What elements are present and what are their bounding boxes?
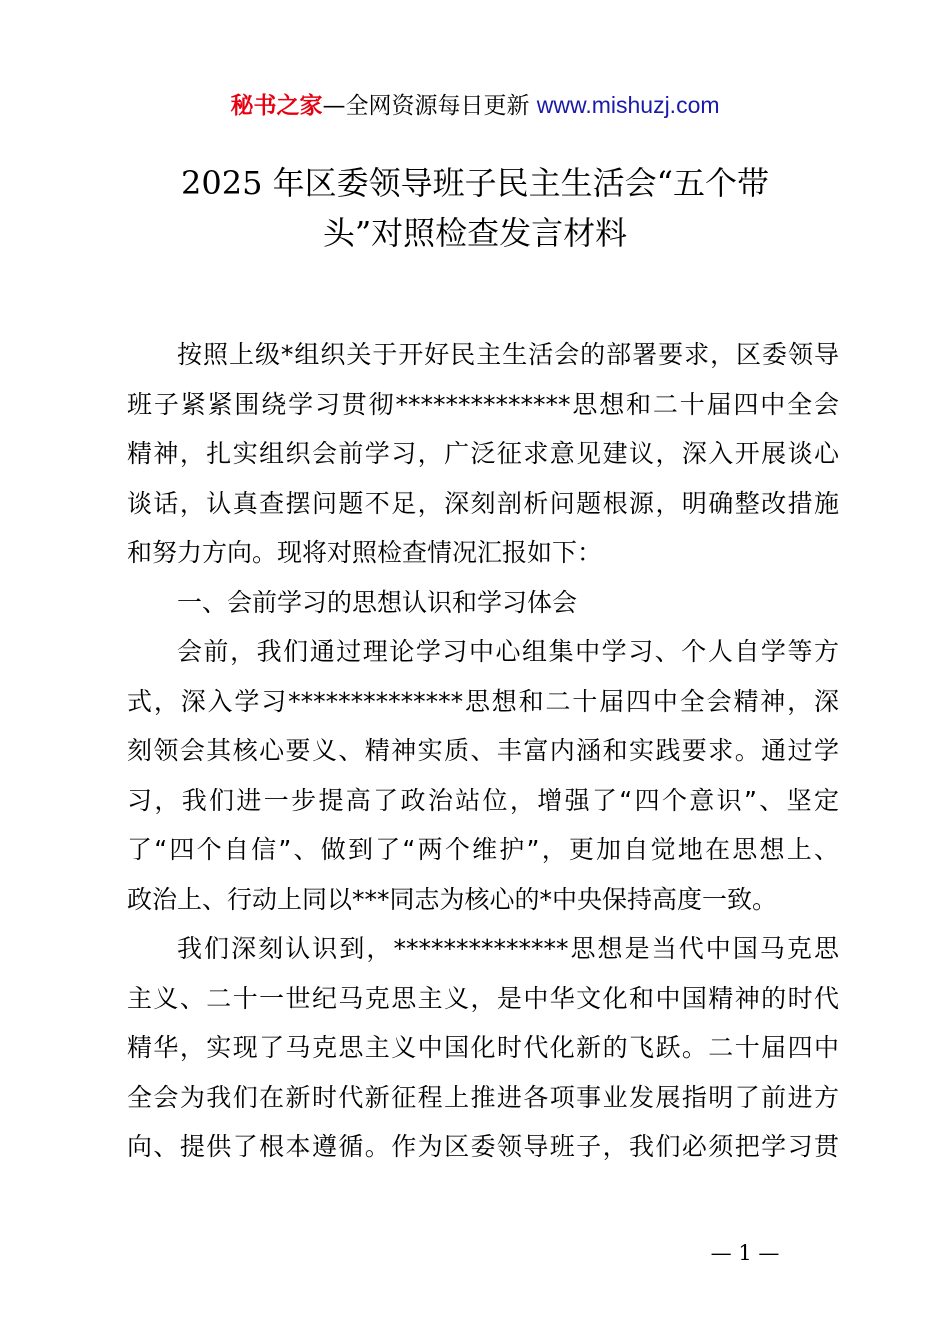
paragraph-2-line-6: 政治上、行动上同以***同志为核心的*中央保持高度一致。 [127, 884, 778, 914]
paragraph-3-line-5: 向、提供了根本遵循。作为区委领导班子，我们必须把学习贯 [127, 1132, 839, 1161]
banner-tagline: —全网资源每日更新 [322, 93, 530, 119]
brand-name: 秘书之家 [230, 93, 323, 119]
site-banner [0, 88, 950, 123]
paragraph-3-line-1: 我们深刻认识到，**************思想是当代中国马克思 [177, 934, 839, 963]
paragraph-3-line-3: 精华，实现了马克思主义中国化时代化新的飞跃。二十届四中 [127, 1033, 839, 1062]
paragraph-2-line-4: 习，我们进一步提高了政治站位，增强了“四个意识”、坚定 [127, 785, 839, 815]
document-body [127, 330, 839, 1172]
paragraph-3-line-4: 全会为我们在新时代新征程上推进各项事业发展指明了前进方 [127, 1082, 839, 1112]
paragraph-2-line-1: 会前，我们通过理论学习中心组集中学习、个人自学等方 [177, 637, 839, 666]
paragraph-1-line-4: 谈话，认真查摆问题不足，深刻剖析问题根源，明确整改措施 [127, 488, 839, 518]
paragraph-1-line-3: 精神，扎实组织会前学习，广泛征求意见建议，深入开展谈心 [127, 439, 839, 468]
section-heading-1: 一、会前学习的思想认识和学习体会 [177, 587, 578, 617]
page-number: — 1 — [710, 1241, 780, 1265]
title-line-1: 2025 年区委领导班子民主生活会“五个带 [181, 164, 769, 202]
paragraph-1-line-5: 和努力方向。现将对照检查情况汇报如下： [127, 538, 603, 567]
paragraph-2-line-2: 式，深入学习**************思想和二十届四中全会精神，深 [127, 686, 839, 716]
paragraph-2-line-5: 了“四个自信”、做到了“两个维护”，更加自觉地在思想上、 [127, 835, 839, 864]
paragraph-1-line-2: 班子紧紧围绕学习贯彻**************思想和二十届四中全会 [127, 389, 839, 419]
paragraph-2-line-3: 刻领会其核心要义、精神实质、丰富内涵和实践要求。通过学 [127, 736, 839, 765]
title-line-2: 头”对照检查发言材料 [322, 214, 628, 252]
document-title [100, 158, 850, 258]
site-url-link[interactable]: www.mishuzj.com [536, 92, 720, 118]
paragraph-1-line-1: 按照上级*组织关于开好民主生活会的部署要求，区委领导 [177, 340, 839, 369]
paragraph-3-line-2: 主义、二十一世纪马克思主义，是中华文化和中国精神的时代 [127, 983, 839, 1013]
